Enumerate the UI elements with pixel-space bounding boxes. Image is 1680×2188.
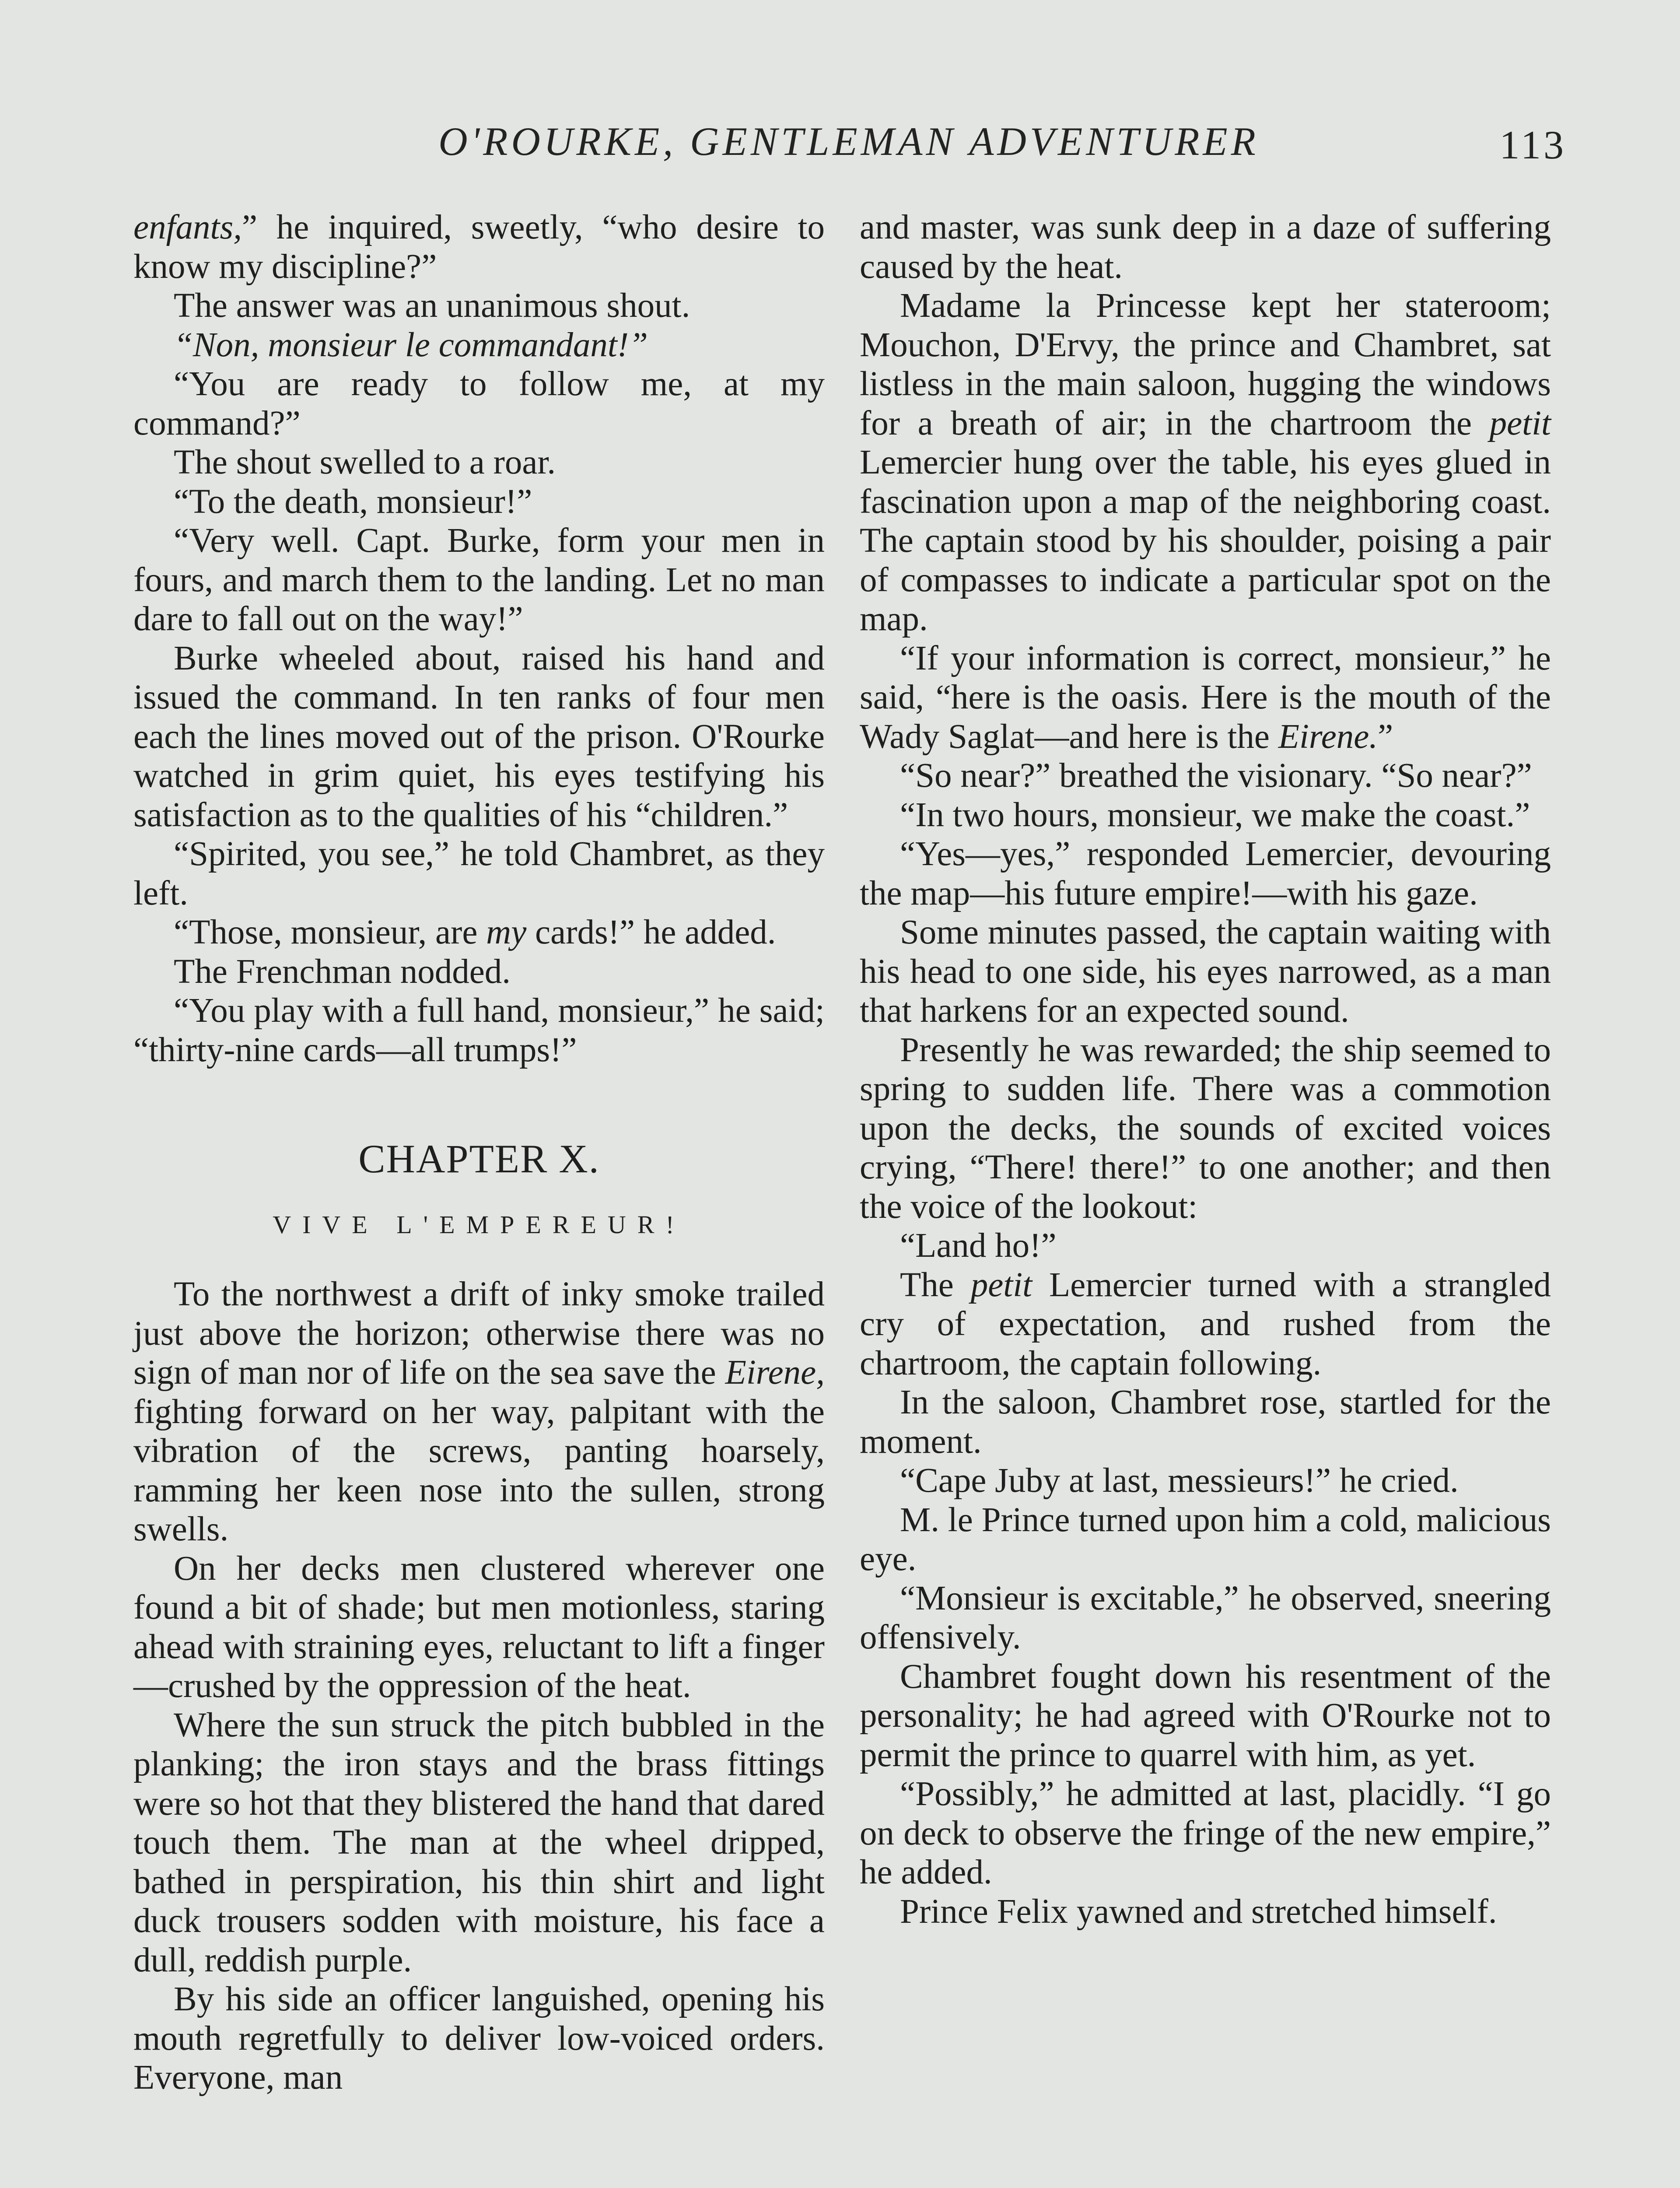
paragraph xyxy=(860,208,1551,286)
paragraph-text: Presently he was rewarded; the ship seemed to spring to sudden life. There was a commotion upon the decks, the sounds of excited voices crying, “There! there!” to one another; and then the voice of the lookout: xyxy=(860,1031,1551,1226)
left-column xyxy=(133,208,825,2097)
paragraph-text: “You are ready to follow me, at my command?” xyxy=(133,365,825,442)
paragraph-text: The shout swelled to a roar. xyxy=(174,443,556,481)
paragraph-text: Lemercier turned with a strangled cry of expectation, and rushed from the chartroom, the captain following. xyxy=(860,1266,1551,1382)
paragraph-text: “Very well. Capt. Burke, form your men in fours, and march them to the landing. Let no man dare to fall out on the way!” xyxy=(133,522,825,638)
paragraph-text: Lemercier hung over the table, his eyes glued in fascination upon a map of the neighboring coast. The captain stood by his shoulder, poising a pair of compasses to indicate a particular spot on the map. xyxy=(860,443,1551,638)
paragraph xyxy=(860,1031,1551,1227)
paragraph-text: cards!” he added. xyxy=(526,913,776,951)
paragraph xyxy=(860,286,1551,639)
left-column-paragraphs xyxy=(133,208,825,1069)
paragraph xyxy=(860,1657,1551,1775)
paragraph-text: To the northwest a drift of inky smoke trailed just above the horizon; otherwise there was no sign of man nor of life on the sea save the xyxy=(133,1275,825,1392)
paragraph xyxy=(860,1461,1551,1501)
paragraph xyxy=(860,1501,1551,1579)
paragraph-text: ” he inquired, sweetly, “who desire to know my discipline?” xyxy=(133,208,825,286)
paragraph xyxy=(133,208,825,286)
paragraph xyxy=(133,482,825,522)
right-column-paragraphs xyxy=(860,208,1551,1931)
paragraph xyxy=(860,835,1551,913)
paragraph xyxy=(860,913,1551,1031)
paragraph xyxy=(133,1275,825,1549)
italic-text: Eirene, xyxy=(725,1353,825,1392)
paragraph-text: “If your information is correct, monsieur,” he said, “here is the oasis. Here is the mouth of the Wady Saglat—and here is the xyxy=(860,639,1551,756)
paragraph-text: fighting forward on her way, palpitant with the vibration of the screws, panting hoarsely, ramming her keen nose into the sullen, strong swells. xyxy=(133,1392,825,1548)
paragraph-text: “Monsieur is excitable,” he observed, sneering offensively. xyxy=(860,1579,1551,1656)
paragraph-text: In the saloon, Chambret rose, startled for the moment. xyxy=(860,1383,1551,1461)
paragraph xyxy=(133,835,825,913)
paragraph-text: On her decks men clustered wherever one found a bit of shade; but men motionless, staring ahead with straining eyes, reluctant to lift a finger—crushed by the oppression of the heat. xyxy=(133,1549,825,1705)
paragraph-text: “You play with a full hand, monsieur,” he said; “thirty-nine cards—all trumps!” xyxy=(133,992,825,1069)
paragraph-text: Burke wheeled about, raised his hand and issued the command. In ten ranks of four men each the lines moved out of the prison. O'Rourke watched in grim quiet, his eyes testifying his satisfaction as to the qualities of his “children.” xyxy=(133,639,825,834)
paragraph xyxy=(860,1579,1551,1657)
paragraph xyxy=(860,1383,1551,1461)
paragraph xyxy=(133,952,825,992)
paragraph-text: “In two hours, monsieur, we make the coast.” xyxy=(900,796,1530,834)
running-head xyxy=(131,118,1566,175)
italic-text: petit xyxy=(970,1266,1032,1304)
paragraph xyxy=(133,991,825,1069)
paragraph xyxy=(860,796,1551,835)
paragraph-text: Chambret fought down his resentment of the personality; he had agreed with O'Rourke not to permit the prince to quarrel with him, as yet. xyxy=(860,1657,1551,1774)
paragraph xyxy=(133,326,825,365)
italic-text: petit xyxy=(1489,404,1551,442)
paragraph-text: M. le Prince turned upon him a cold, malicious eye. xyxy=(860,1501,1551,1578)
paragraph-text: “Cape Juby at last, messieurs!” he cried. xyxy=(900,1462,1459,1500)
paragraph-text: By his side an officer languished, opening his mouth regretfully to deliver low-voiced orders. Everyone, man xyxy=(133,1980,825,2097)
paragraph-text: The xyxy=(900,1266,971,1304)
running-title: O'ROURKE, GENTLEMAN ADVENTURER xyxy=(438,119,1259,164)
chapter-paragraphs xyxy=(133,1275,825,2097)
paragraph-text: The Frenchman nodded. xyxy=(174,952,511,991)
paragraph xyxy=(133,286,825,326)
paragraph-text: “Possibly,” he admitted at last, placidly. “I go on deck to observe the fringe of the new empire,” he added. xyxy=(860,1775,1551,1891)
paragraph xyxy=(860,1266,1551,1383)
paragraph-text: “Spirited, you see,” he told Chambret, as they left. xyxy=(133,835,825,912)
paragraph xyxy=(133,521,825,639)
paragraph xyxy=(860,639,1551,757)
paragraph xyxy=(860,1226,1551,1266)
paragraph xyxy=(133,913,825,952)
paragraph-text: Where the sun struck the pitch bubbled in the planking; the iron stays and the brass fittings were so hot that they blistered the hand that dared touch them. The man at the wheel dripped, bathed in perspiration, his thin shirt and light duck trousers sodden with moisture, his face a dull, reddish purple. xyxy=(133,1706,825,1979)
paragraph xyxy=(133,1549,825,1706)
paragraph-text: Madame la Princesse kept her stateroom; Mouchon, D'Ervy, the prince and Chambret, sat listless in the main saloon, hugging the windows for a breath of air; in the chartroom the xyxy=(860,287,1551,442)
paragraph-text: The answer was an unanimous shout. xyxy=(174,287,690,325)
paragraph xyxy=(133,1706,825,1980)
paragraph-text: “Land ho!” xyxy=(900,1227,1057,1265)
paragraph-text: Prince Felix yawned and stretched himself. xyxy=(900,1892,1497,1931)
paragraph-text: and master, was sunk deep in a daze of suffering caused by the heat. xyxy=(860,208,1551,286)
paragraph xyxy=(860,1774,1551,1892)
italic-text: Eirene. xyxy=(1278,717,1378,756)
paragraph-text: ” xyxy=(1378,717,1393,756)
right-column xyxy=(860,208,1551,1931)
paragraph-text: “Yes—yes,” responded Lemercier, devouring the map—his future empire!—with his gaze. xyxy=(860,835,1551,912)
paragraph-text: “To the death, monsieur!” xyxy=(174,482,532,521)
paragraph xyxy=(860,1892,1551,1932)
paragraph-text: “So near?” breathed the visionary. “So near?” xyxy=(900,757,1532,795)
chapter-subtitle: VIVE L'EMPEREUR! xyxy=(273,1210,686,1239)
paragraph xyxy=(860,756,1551,796)
paragraph xyxy=(133,443,825,482)
paragraph xyxy=(133,365,825,443)
italic-text: enfants, xyxy=(133,208,242,246)
italic-text: “Non, monsieur le commandant!” xyxy=(174,326,648,364)
paragraph-text: “Those, monsieur, are xyxy=(174,913,486,951)
page-number: 113 xyxy=(1499,123,1566,167)
paragraph xyxy=(133,639,825,835)
paragraph-text: Some minutes passed, the captain waiting with his head to one side, his eyes narrowed, as a man that harkens for an expected sound. xyxy=(860,913,1551,1030)
paragraph xyxy=(133,1980,825,2097)
italic-text: my xyxy=(486,913,527,951)
chapter-title: CHAPTER X. xyxy=(358,1136,600,1181)
